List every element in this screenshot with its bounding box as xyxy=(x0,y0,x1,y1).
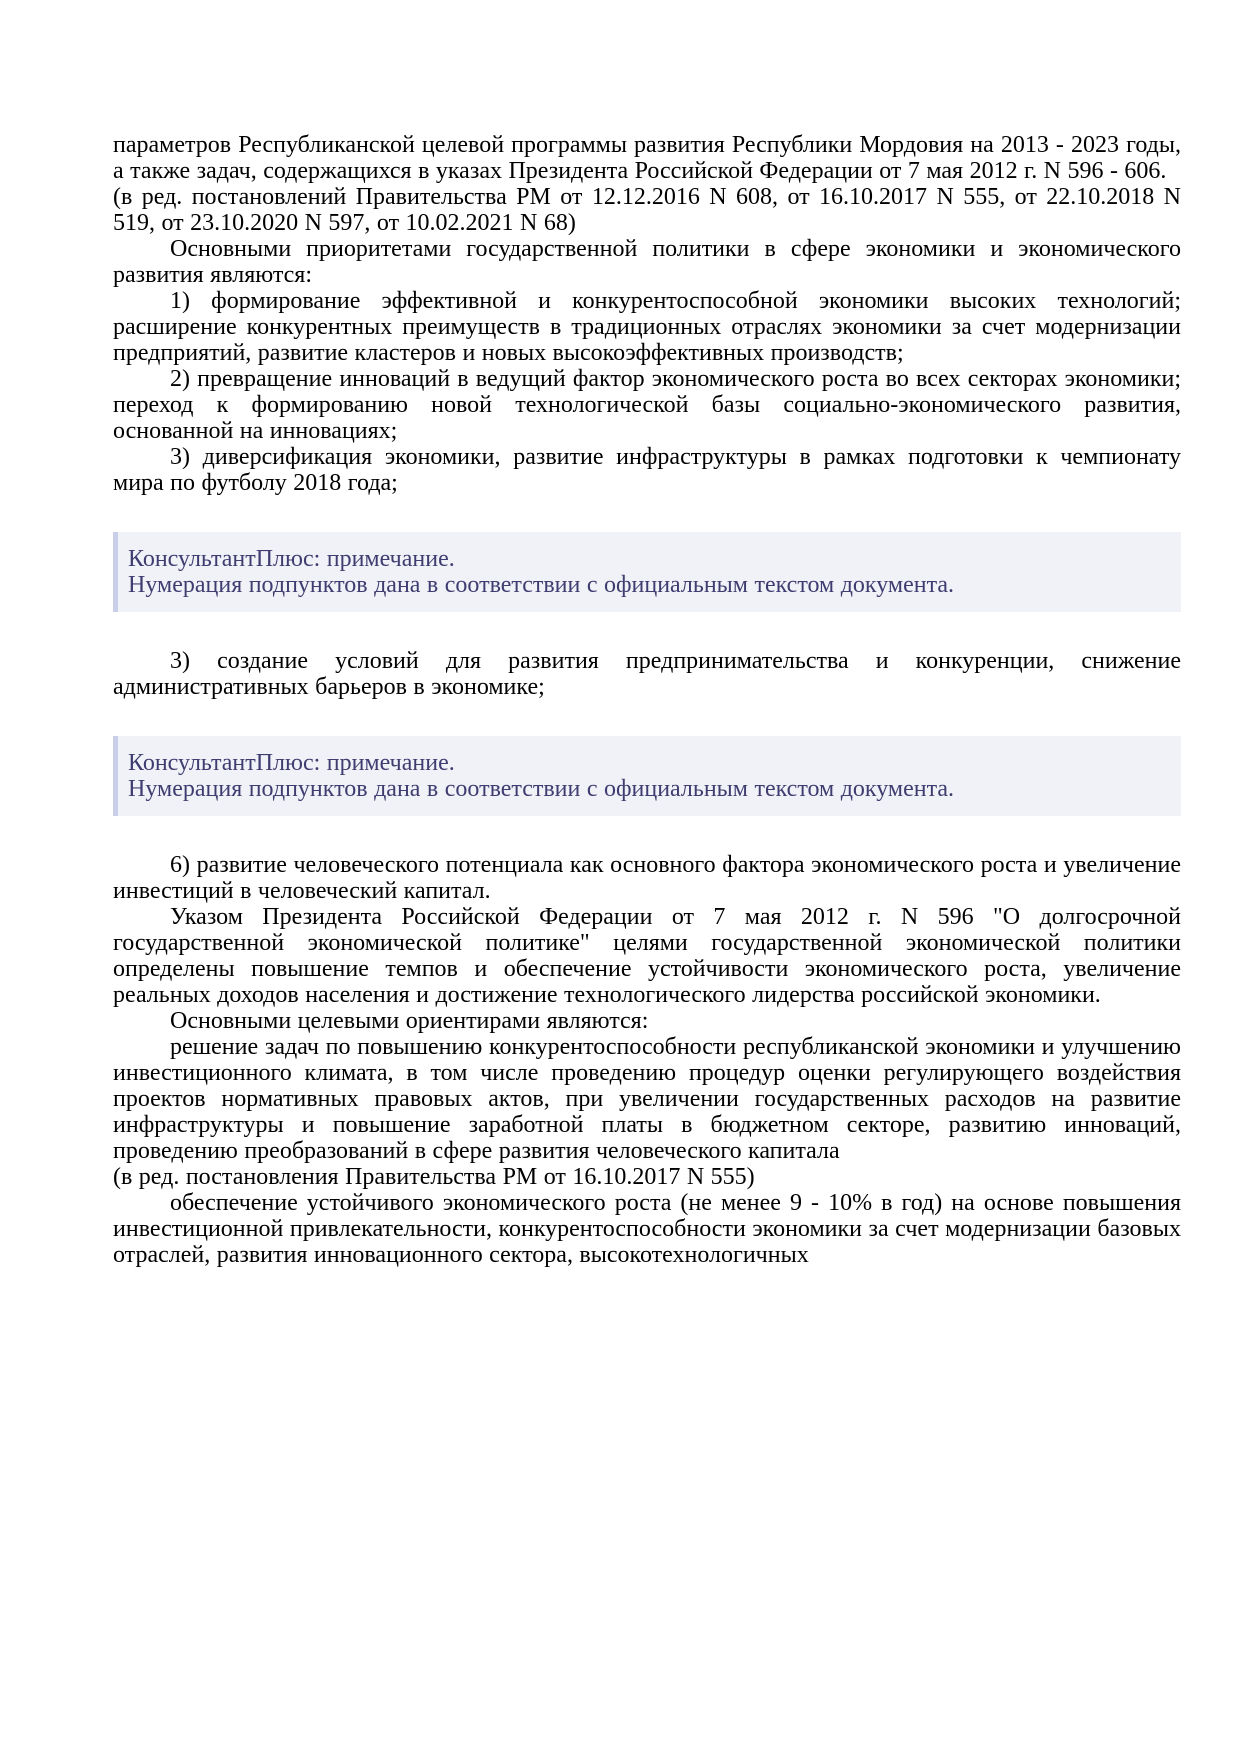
consultant-note-1 xyxy=(113,532,1181,612)
note-title: КонсультантПлюс: примечание. xyxy=(128,750,455,776)
paragraph-targets-intro: Основными целевыми ориентирами являются: xyxy=(170,1008,649,1034)
paragraph-program-params: параметров Республиканской целевой программы развития Республики Мордовия на 2013 - 2023 годы, а также задач, содержащихся в указах Президента Российской Федерации от 7 мая 2012 г. N 596 - 606. xyxy=(113,132,1181,184)
consultant-note-2 xyxy=(113,736,1181,816)
paragraph-target-1: решение задач по повышению конкурентоспособности республиканской экономики и улучшению инвестиционного климата, в том числе проведению процедур оценки регулирующего воздействия проектов нормативных правовых актов, при увеличении государственных расходов на развитие инфраструктуры и повышение заработной платы в бюджетном секторе, развитию инноваций, проведению преобразований в сфере развития человеческого капитала xyxy=(113,1034,1181,1164)
note-title: КонсультантПлюс: примечание. xyxy=(128,546,455,572)
paragraph-target-2: обеспечение устойчивого экономического роста (не менее 9 - 10% в год) на основе повышения инвестиционной привлекательности, конкурентоспособности экономики за счет модернизации базовых отраслей, развития инновационного сектора, высокотехнологичных xyxy=(113,1190,1181,1268)
paragraph-item-2: 2) превращение инноваций в ведущий фактор экономического роста во всех секторах экономики; переход к формированию новой технологической базы социально-экономического развития, основанной на инновациях; xyxy=(113,366,1181,444)
amendment-note-2: (в ред. постановления Правительства РМ от 16.10.2017 N 555) xyxy=(113,1164,755,1190)
paragraph-priorities-intro: Основными приоритетами государственной политики в сфере экономики и экономического развития являются: xyxy=(113,236,1181,288)
note-body: Нумерация подпунктов дана в соответствии с официальным текстом документа. xyxy=(128,572,955,598)
paragraph-presidential-decree: Указом Президента Российской Федерации от 7 мая 2012 г. N 596 "О долгосрочной государственной экономической политике" целями государственной экономической политики определены повышение темпов и обеспечение устойчивости экономического роста, увеличение реальных доходов населения и достижение технологического лидерства российской экономики. xyxy=(113,904,1181,1008)
paragraph-item-6: 6) развитие человеческого потенциала как основного фактора экономического роста и увеличение инвестиций в человеческий капитал. xyxy=(113,852,1181,904)
note-body: Нумерация подпунктов дана в соответствии с официальным текстом документа. xyxy=(128,776,955,802)
amendment-note-1: (в ред. постановлений Правительства РМ от 12.12.2016 N 608, от 16.10.2017 N 555, от 22.10.2018 N 519, от 23.10.2020 N 597, от 10.02.2021 N 68) xyxy=(113,184,1181,236)
paragraph-item-3-diversification: 3) диверсификация экономики, развитие инфраструктуры в рамках подготовки к чемпионату мира по футболу 2018 года; xyxy=(113,444,1181,496)
paragraph-item-1: 1) формирование эффективной и конкурентоспособной экономики высоких технологий; расширение конкурентных преимуществ в традиционных отраслях экономики за счет модернизации предприятий, развитие кластеров и новых высокоэффективных производств; xyxy=(113,288,1181,366)
paragraph-item-3-conditions: 3) создание условий для развития предпринимательства и конкуренции, снижение административных барьеров в экономике; xyxy=(113,648,1181,700)
